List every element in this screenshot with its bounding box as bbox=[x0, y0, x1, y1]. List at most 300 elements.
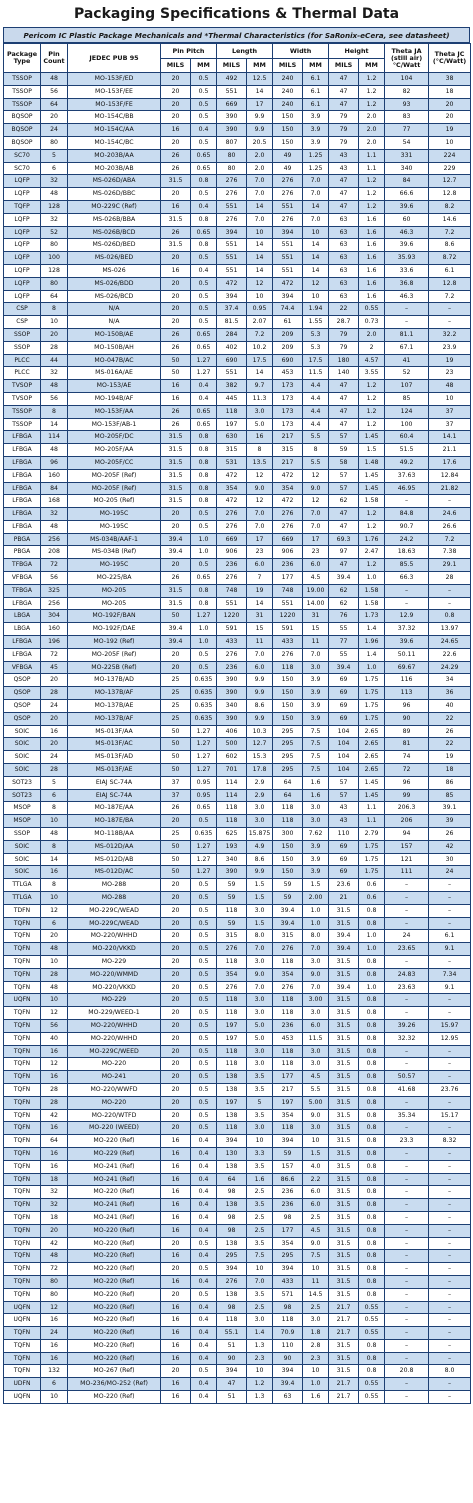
package-type-cell: TDFN bbox=[4, 904, 41, 917]
jedec-cell: MO-220 (Ref) bbox=[68, 1224, 161, 1237]
height-mm-cell: 0.8 bbox=[359, 1365, 385, 1378]
length-mm-cell: 2.9 bbox=[247, 789, 273, 802]
jedec-cell: MS-013F/AA bbox=[68, 725, 161, 738]
width-mm-cell: 3.9 bbox=[303, 136, 329, 149]
package-type-cell: TQFN bbox=[4, 1045, 41, 1058]
length-mm-cell: 2.5 bbox=[247, 1211, 273, 1224]
pin-count-cell: 20 bbox=[41, 712, 68, 725]
pitch-mils-cell: 16 bbox=[161, 1160, 191, 1173]
jedec-cell: MO-229 bbox=[68, 955, 161, 968]
width-mils-cell: 177 bbox=[273, 1071, 303, 1084]
pin-count-cell: 14 bbox=[41, 853, 68, 866]
pitch-mm-cell: 0.5 bbox=[191, 1083, 217, 1096]
length-mm-cell: 12 bbox=[247, 469, 273, 482]
pin-count-cell: 10 bbox=[41, 994, 68, 1007]
pitch-mm-cell: 0.5 bbox=[191, 136, 217, 149]
height-mm-cell: 1.1 bbox=[359, 815, 385, 828]
pin-count-cell: 8 bbox=[41, 303, 68, 316]
pin-count-cell: 64 bbox=[41, 98, 68, 111]
length-mils-cell: 669 bbox=[217, 98, 247, 111]
table-row bbox=[4, 418, 471, 431]
height-mm-cell: 1.0 bbox=[359, 943, 385, 956]
package-type-cell: LFBGA bbox=[4, 520, 41, 533]
table-row bbox=[4, 328, 471, 341]
width-mm-cell: 15 bbox=[303, 623, 329, 636]
height-mils-cell: 21.7 bbox=[329, 1378, 359, 1391]
height-mils-cell: 31.5 bbox=[329, 904, 359, 917]
package-type-cell: TQFP bbox=[4, 200, 41, 213]
width-mm-cell: 4.5 bbox=[303, 1071, 329, 1084]
width-mils-cell: 472 bbox=[273, 495, 303, 508]
height-mils-cell: 79 bbox=[329, 124, 359, 137]
length-mils-cell: 748 bbox=[217, 584, 247, 597]
theta-jc-cell: 7.2 bbox=[429, 533, 471, 546]
length-mils-cell: 492 bbox=[217, 73, 247, 86]
length-mm-cell: 3.0 bbox=[247, 955, 273, 968]
width-mils-cell: 49 bbox=[273, 149, 303, 162]
table-row bbox=[4, 840, 471, 853]
theta-jc-cell: – bbox=[429, 1199, 471, 1212]
pin-count-cell: 6 bbox=[41, 917, 68, 930]
pin-count-cell: 128 bbox=[41, 264, 68, 277]
pitch-mm-cell: 0.65 bbox=[191, 802, 217, 815]
height-mils-cell: 23.6 bbox=[329, 879, 359, 892]
height-mm-cell: 2.65 bbox=[359, 725, 385, 738]
width-mm-cell: 3.0 bbox=[303, 661, 329, 674]
height-mils-cell: 39.4 bbox=[329, 930, 359, 943]
length-mils-cell: 98 bbox=[217, 1224, 247, 1237]
jedec-cell: MO-150B/AE bbox=[68, 328, 161, 341]
width-mm-cell: 2.3 bbox=[303, 1352, 329, 1365]
length-mils-cell: 390 bbox=[217, 674, 247, 687]
length-mils-cell: 394 bbox=[217, 290, 247, 303]
width-mm-cell: 10 bbox=[303, 1263, 329, 1276]
pitch-mils-cell: 20 bbox=[161, 892, 191, 905]
length-mils-cell: 433 bbox=[217, 636, 247, 649]
pin-count-cell: 32 bbox=[41, 1186, 68, 1199]
width-mm-cell: 1.5 bbox=[303, 879, 329, 892]
width-mm-cell: 4.4 bbox=[303, 380, 329, 393]
length-mm-cell: 7.0 bbox=[247, 648, 273, 661]
pitch-mm-cell: 1.27 bbox=[191, 866, 217, 879]
length-mm-cell: 10 bbox=[247, 1263, 273, 1276]
width-mils-cell: 394 bbox=[273, 1365, 303, 1378]
height-mm-cell: 1.2 bbox=[359, 392, 385, 405]
width-mils-cell: 217 bbox=[273, 456, 303, 469]
theta-jc-cell: 40 bbox=[429, 700, 471, 713]
length-mm-cell: 14 bbox=[247, 85, 273, 98]
package-type-cell: TTLGA bbox=[4, 879, 41, 892]
length-mils-cell: 402 bbox=[217, 341, 247, 354]
jedec-cell: MO-153F/ED bbox=[68, 73, 161, 86]
theta-jc-cell: – bbox=[429, 1352, 471, 1365]
height-mm-cell: 0.8 bbox=[359, 994, 385, 1007]
package-type-cell: SOIC bbox=[4, 764, 41, 777]
height-mils-cell: 69 bbox=[329, 687, 359, 700]
jedec-cell: MS-013F/AE bbox=[68, 764, 161, 777]
length-mm-cell: 3.0 bbox=[247, 1122, 273, 1135]
height-mils-cell: 77 bbox=[329, 636, 359, 649]
pitch-mils-cell: 31.5 bbox=[161, 597, 191, 610]
pin-count-cell: 196 bbox=[41, 636, 68, 649]
height-mils-cell: 47 bbox=[329, 188, 359, 201]
length-mm-cell: 12.7 bbox=[247, 738, 273, 751]
length-mm-cell: 8.6 bbox=[247, 853, 273, 866]
length-mils-cell: 472 bbox=[217, 469, 247, 482]
package-type-cell: TQFN bbox=[4, 1250, 41, 1263]
length-mils-cell: 390 bbox=[217, 712, 247, 725]
theta-jc-cell: 48 bbox=[429, 380, 471, 393]
col-theta-ja: Theta JA (still air) °C/Watt bbox=[385, 44, 429, 73]
col-theta-jc: Theta JC (°C/Watt) bbox=[429, 44, 471, 73]
pitch-mils-cell: 31.5 bbox=[161, 444, 191, 457]
jedec-cell: MO-225B (Ref) bbox=[68, 661, 161, 674]
theta-ja-cell: – bbox=[385, 1391, 429, 1404]
length-mils-cell: 98 bbox=[217, 1211, 247, 1224]
theta-jc-cell: – bbox=[429, 303, 471, 316]
package-type-cell: TQFN bbox=[4, 917, 41, 930]
package-type-cell: SC70 bbox=[4, 149, 41, 162]
length-mm-cell: 3.5 bbox=[247, 1160, 273, 1173]
pitch-mm-cell: 0.4 bbox=[191, 1352, 217, 1365]
theta-ja-cell: – bbox=[385, 1058, 429, 1071]
pitch-mm-cell: 0.5 bbox=[191, 1007, 217, 1020]
pin-count-cell: 20 bbox=[41, 1224, 68, 1237]
pitch-mm-cell: 0.4 bbox=[191, 1275, 217, 1288]
length-mils-cell: 394 bbox=[217, 226, 247, 239]
height-mm-cell: 1.6 bbox=[359, 239, 385, 252]
table-row bbox=[4, 290, 471, 303]
height-mm-cell: 0.6 bbox=[359, 892, 385, 905]
jedec-cell: MO-047B/AC bbox=[68, 354, 161, 367]
package-type-cell: TFBGA bbox=[4, 559, 41, 572]
jedec-cell: MS-026 bbox=[68, 264, 161, 277]
height-mils-cell: 31.5 bbox=[329, 1237, 359, 1250]
table-row bbox=[4, 815, 471, 828]
pin-count-cell: 20 bbox=[41, 738, 68, 751]
table-row bbox=[4, 264, 471, 277]
pitch-mm-cell: 0.5 bbox=[191, 879, 217, 892]
height-mils-cell: 31.5 bbox=[329, 1096, 359, 1109]
length-mils-cell: 47 bbox=[217, 1378, 247, 1391]
theta-ja-cell: 206 bbox=[385, 815, 429, 828]
pitch-mm-cell: 0.5 bbox=[191, 98, 217, 111]
width-mm-cell: 14.00 bbox=[303, 597, 329, 610]
width-mm-cell: 8.0 bbox=[303, 930, 329, 943]
package-type-cell: LFBGA bbox=[4, 469, 41, 482]
package-type-cell: PLCC bbox=[4, 367, 41, 380]
theta-ja-cell: – bbox=[385, 1224, 429, 1237]
theta-jc-cell: 12.95 bbox=[429, 1032, 471, 1045]
width-mils-cell: 1220 bbox=[273, 610, 303, 623]
theta-ja-cell: 89 bbox=[385, 725, 429, 738]
height-mm-cell: 0.8 bbox=[359, 1109, 385, 1122]
length-mm-cell: 7 bbox=[247, 572, 273, 585]
theta-ja-cell: 340 bbox=[385, 162, 429, 175]
height-mm-cell: 1.45 bbox=[359, 776, 385, 789]
height-mils-cell: 69 bbox=[329, 700, 359, 713]
length-mm-cell: 11 bbox=[247, 636, 273, 649]
jedec-cell: MO-205 bbox=[68, 597, 161, 610]
width-mm-cell: 6.0 bbox=[303, 559, 329, 572]
theta-jc-cell: 14.1 bbox=[429, 431, 471, 444]
pitch-mm-cell: 0.5 bbox=[191, 277, 217, 290]
theta-ja-cell: 60.4 bbox=[385, 431, 429, 444]
theta-jc-cell: – bbox=[429, 1224, 471, 1237]
length-mils-cell: 406 bbox=[217, 725, 247, 738]
pitch-mm-cell: 0.8 bbox=[191, 482, 217, 495]
pin-count-cell: 16 bbox=[41, 1352, 68, 1365]
height-mils-cell: 31.5 bbox=[329, 1160, 359, 1173]
width-mm-cell: 17.5 bbox=[303, 354, 329, 367]
height-mm-cell: 0.8 bbox=[359, 1237, 385, 1250]
pin-count-cell: 72 bbox=[41, 559, 68, 572]
pin-count-cell: 8 bbox=[41, 879, 68, 892]
length-mm-cell: 3.0 bbox=[247, 904, 273, 917]
height-mm-cell: 0.8 bbox=[359, 1352, 385, 1365]
height-mm-cell: 1.0 bbox=[359, 981, 385, 994]
width-mils-cell: 157 bbox=[273, 1160, 303, 1173]
package-type-cell: LQFP bbox=[4, 290, 41, 303]
width-mm-cell: 3.9 bbox=[303, 840, 329, 853]
theta-ja-cell: – bbox=[385, 1263, 429, 1276]
width-mils-cell: 118 bbox=[273, 1007, 303, 1020]
pin-count-cell: 14 bbox=[41, 418, 68, 431]
jedec-cell: MO-220 (Ref) bbox=[68, 1263, 161, 1276]
pin-count-cell: 84 bbox=[41, 482, 68, 495]
height-mils-cell: 63 bbox=[329, 213, 359, 226]
theta-ja-cell: – bbox=[385, 1096, 429, 1109]
width-mils-cell: 173 bbox=[273, 405, 303, 418]
length-mils-cell: 118 bbox=[217, 815, 247, 828]
pitch-mils-cell: 16 bbox=[161, 1391, 191, 1404]
package-type-cell: BQSOP bbox=[4, 124, 41, 137]
width-mm-cell: 11 bbox=[303, 636, 329, 649]
table-row bbox=[4, 226, 471, 239]
width-mils-cell: 571 bbox=[273, 1288, 303, 1301]
height-mm-cell: 0.8 bbox=[359, 1007, 385, 1020]
length-mils-cell: 236 bbox=[217, 559, 247, 572]
width-mils-cell: 354 bbox=[273, 968, 303, 981]
pin-count-cell: 32 bbox=[41, 508, 68, 521]
width-mils-cell: 209 bbox=[273, 341, 303, 354]
length-mm-cell: 3.0 bbox=[247, 1045, 273, 1058]
pin-count-cell: 72 bbox=[41, 1263, 68, 1276]
jedec-cell: MS-012D/AA bbox=[68, 840, 161, 853]
width-mils-cell: 236 bbox=[273, 1019, 303, 1032]
length-mm-cell: 6.0 bbox=[247, 661, 273, 674]
length-mm-cell: 16 bbox=[247, 431, 273, 444]
jedec-cell: MS-016A/AE bbox=[68, 367, 161, 380]
pin-count-cell: 5 bbox=[41, 776, 68, 789]
pin-count-cell: 12 bbox=[41, 904, 68, 917]
height-mils-cell: 79 bbox=[329, 341, 359, 354]
theta-jc-cell: 229 bbox=[429, 162, 471, 175]
pitch-mils-cell: 20 bbox=[161, 277, 191, 290]
pitch-mm-cell: 0.5 bbox=[191, 252, 217, 265]
pin-count-cell: 304 bbox=[41, 610, 68, 623]
length-mm-cell: 5.0 bbox=[247, 418, 273, 431]
height-mm-cell: 0.8 bbox=[359, 904, 385, 917]
theta-ja-cell: 23.63 bbox=[385, 981, 429, 994]
theta-ja-cell: – bbox=[385, 904, 429, 917]
theta-ja-cell: 39.6 bbox=[385, 239, 429, 252]
theta-ja-cell: 12.9 bbox=[385, 610, 429, 623]
width-mm-cell: 1.0 bbox=[303, 1378, 329, 1391]
theta-jc-cell: 19 bbox=[429, 124, 471, 137]
height-mils-cell: 21.7 bbox=[329, 1301, 359, 1314]
height-mm-cell: 0.8 bbox=[359, 1250, 385, 1263]
width-mm-cell: 3.0 bbox=[303, 1122, 329, 1135]
pitch-mm-cell: 1.27 bbox=[191, 840, 217, 853]
theta-ja-cell: 69.67 bbox=[385, 661, 429, 674]
package-type-cell: QSOP bbox=[4, 712, 41, 725]
width-mils-cell: 354 bbox=[273, 482, 303, 495]
pitch-mm-cell: 0.5 bbox=[191, 508, 217, 521]
length-mils-cell: 276 bbox=[217, 572, 247, 585]
height-mils-cell: 97 bbox=[329, 546, 359, 559]
table-row bbox=[4, 764, 471, 777]
pitch-mils-cell: 20 bbox=[161, 1237, 191, 1250]
table-row bbox=[4, 1019, 471, 1032]
pitch-mils-cell: 20 bbox=[161, 1365, 191, 1378]
length-mils-cell: 197 bbox=[217, 1032, 247, 1045]
theta-ja-cell: – bbox=[385, 1378, 429, 1391]
width-mils-cell: 150 bbox=[273, 136, 303, 149]
pin-count-cell: 32 bbox=[41, 1199, 68, 1212]
package-type-cell: CSP bbox=[4, 316, 41, 329]
length-mm-cell: 3.5 bbox=[247, 1071, 273, 1084]
pitch-mm-cell: 0.5 bbox=[191, 1288, 217, 1301]
jedec-cell: N/A bbox=[68, 303, 161, 316]
theta-jc-cell: – bbox=[429, 1211, 471, 1224]
theta-ja-cell: – bbox=[385, 879, 429, 892]
theta-ja-cell: – bbox=[385, 1275, 429, 1288]
height-mils-cell: 47 bbox=[329, 405, 359, 418]
length-mils-cell: 64 bbox=[217, 1173, 247, 1186]
width-mm-cell: 7.0 bbox=[303, 943, 329, 956]
jedec-cell: MO-220/WMMD bbox=[68, 968, 161, 981]
pitch-mm-cell: 0.5 bbox=[191, 73, 217, 86]
height-mils-cell: 31.5 bbox=[329, 1173, 359, 1186]
height-mils-cell: 31.5 bbox=[329, 1250, 359, 1263]
theta-jc-cell: 12.8 bbox=[429, 277, 471, 290]
theta-ja-cell: 331 bbox=[385, 149, 429, 162]
jedec-cell: MS-026D/BED bbox=[68, 239, 161, 252]
package-type-cell: QSOP bbox=[4, 674, 41, 687]
width-mils-cell: 551 bbox=[273, 252, 303, 265]
table-row bbox=[4, 431, 471, 444]
pitch-mils-cell: 50 bbox=[161, 866, 191, 879]
package-type-cell: CSP bbox=[4, 303, 41, 316]
theta-ja-cell: – bbox=[385, 1250, 429, 1263]
jedec-cell: MS-026D/ABA bbox=[68, 175, 161, 188]
pitch-mm-cell: 0.5 bbox=[191, 994, 217, 1007]
length-mm-cell: 5.0 bbox=[247, 1032, 273, 1045]
subcol-width-mils: MILS bbox=[273, 59, 303, 73]
jedec-cell: MO-118B/AA bbox=[68, 828, 161, 841]
width-mm-cell: 5.00 bbox=[303, 1096, 329, 1109]
theta-ja-cell: 52 bbox=[385, 367, 429, 380]
theta-jc-cell: 37 bbox=[429, 418, 471, 431]
jedec-cell: MO-288 bbox=[68, 879, 161, 892]
theta-ja-cell: 50.57 bbox=[385, 1071, 429, 1084]
pin-count-cell: 80 bbox=[41, 136, 68, 149]
width-mils-cell: 39.4 bbox=[273, 904, 303, 917]
table-row bbox=[4, 725, 471, 738]
table-body bbox=[4, 73, 471, 1404]
theta-jc-cell: 34 bbox=[429, 674, 471, 687]
theta-jc-cell: – bbox=[429, 1263, 471, 1276]
table-row bbox=[4, 853, 471, 866]
pitch-mils-cell: 26 bbox=[161, 341, 191, 354]
pitch-mils-cell: 25 bbox=[161, 674, 191, 687]
theta-ja-cell: 66.3 bbox=[385, 572, 429, 585]
pin-count-cell: 64 bbox=[41, 1135, 68, 1148]
theta-ja-cell: – bbox=[385, 917, 429, 930]
length-mils-cell: 276 bbox=[217, 943, 247, 956]
package-type-cell: BQSOP bbox=[4, 136, 41, 149]
theta-jc-cell: 15.17 bbox=[429, 1109, 471, 1122]
table-row bbox=[4, 1275, 471, 1288]
width-mils-cell: 70.9 bbox=[273, 1327, 303, 1340]
table-row bbox=[4, 559, 471, 572]
pin-count-cell: 28 bbox=[41, 968, 68, 981]
jedec-cell: MO-154C/BB bbox=[68, 111, 161, 124]
pitch-mils-cell: 16 bbox=[161, 1199, 191, 1212]
width-mm-cell: 7.5 bbox=[303, 738, 329, 751]
pin-count-cell: 64 bbox=[41, 290, 68, 303]
length-mils-cell: 382 bbox=[217, 380, 247, 393]
col-pin-count: Pin Count bbox=[41, 44, 68, 73]
table-row bbox=[4, 354, 471, 367]
height-mm-cell: 2.0 bbox=[359, 328, 385, 341]
width-mm-cell: 11 bbox=[303, 1275, 329, 1288]
jedec-cell: MO-154C/BC bbox=[68, 136, 161, 149]
theta-jc-cell: – bbox=[429, 1160, 471, 1173]
width-mm-cell: 14 bbox=[303, 264, 329, 277]
length-mm-cell: 9.7 bbox=[247, 380, 273, 393]
theta-jc-cell: 23.9 bbox=[429, 341, 471, 354]
height-mils-cell: 63 bbox=[329, 226, 359, 239]
width-mils-cell: 150 bbox=[273, 687, 303, 700]
pitch-mm-cell: 0.5 bbox=[191, 1071, 217, 1084]
package-type-cell: LFBGA bbox=[4, 444, 41, 457]
length-mm-cell: 10.3 bbox=[247, 725, 273, 738]
width-mils-cell: 236 bbox=[273, 1186, 303, 1199]
pitch-mils-cell: 20 bbox=[161, 648, 191, 661]
pitch-mils-cell: 20 bbox=[161, 904, 191, 917]
pin-count-cell: 20 bbox=[41, 674, 68, 687]
jedec-cell: MO-153F/AB-1 bbox=[68, 418, 161, 431]
pitch-mm-cell: 0.635 bbox=[191, 687, 217, 700]
theta-jc-cell: 18 bbox=[429, 764, 471, 777]
theta-ja-cell: 51.5 bbox=[385, 444, 429, 457]
theta-ja-cell: – bbox=[385, 1237, 429, 1250]
height-mm-cell: 1.2 bbox=[359, 418, 385, 431]
height-mm-cell: 1.2 bbox=[359, 559, 385, 572]
width-mm-cell: 1.0 bbox=[303, 917, 329, 930]
theta-ja-cell: 124 bbox=[385, 405, 429, 418]
package-type-cell: BQSOP bbox=[4, 111, 41, 124]
height-mils-cell: 31.5 bbox=[329, 1263, 359, 1276]
theta-ja-cell: 33.6 bbox=[385, 264, 429, 277]
pitch-mils-cell: 16 bbox=[161, 1186, 191, 1199]
table-row bbox=[4, 162, 471, 175]
height-mils-cell: 47 bbox=[329, 85, 359, 98]
theta-jc-cell: 8.32 bbox=[429, 1135, 471, 1148]
pitch-mm-cell: 1.27 bbox=[191, 610, 217, 623]
